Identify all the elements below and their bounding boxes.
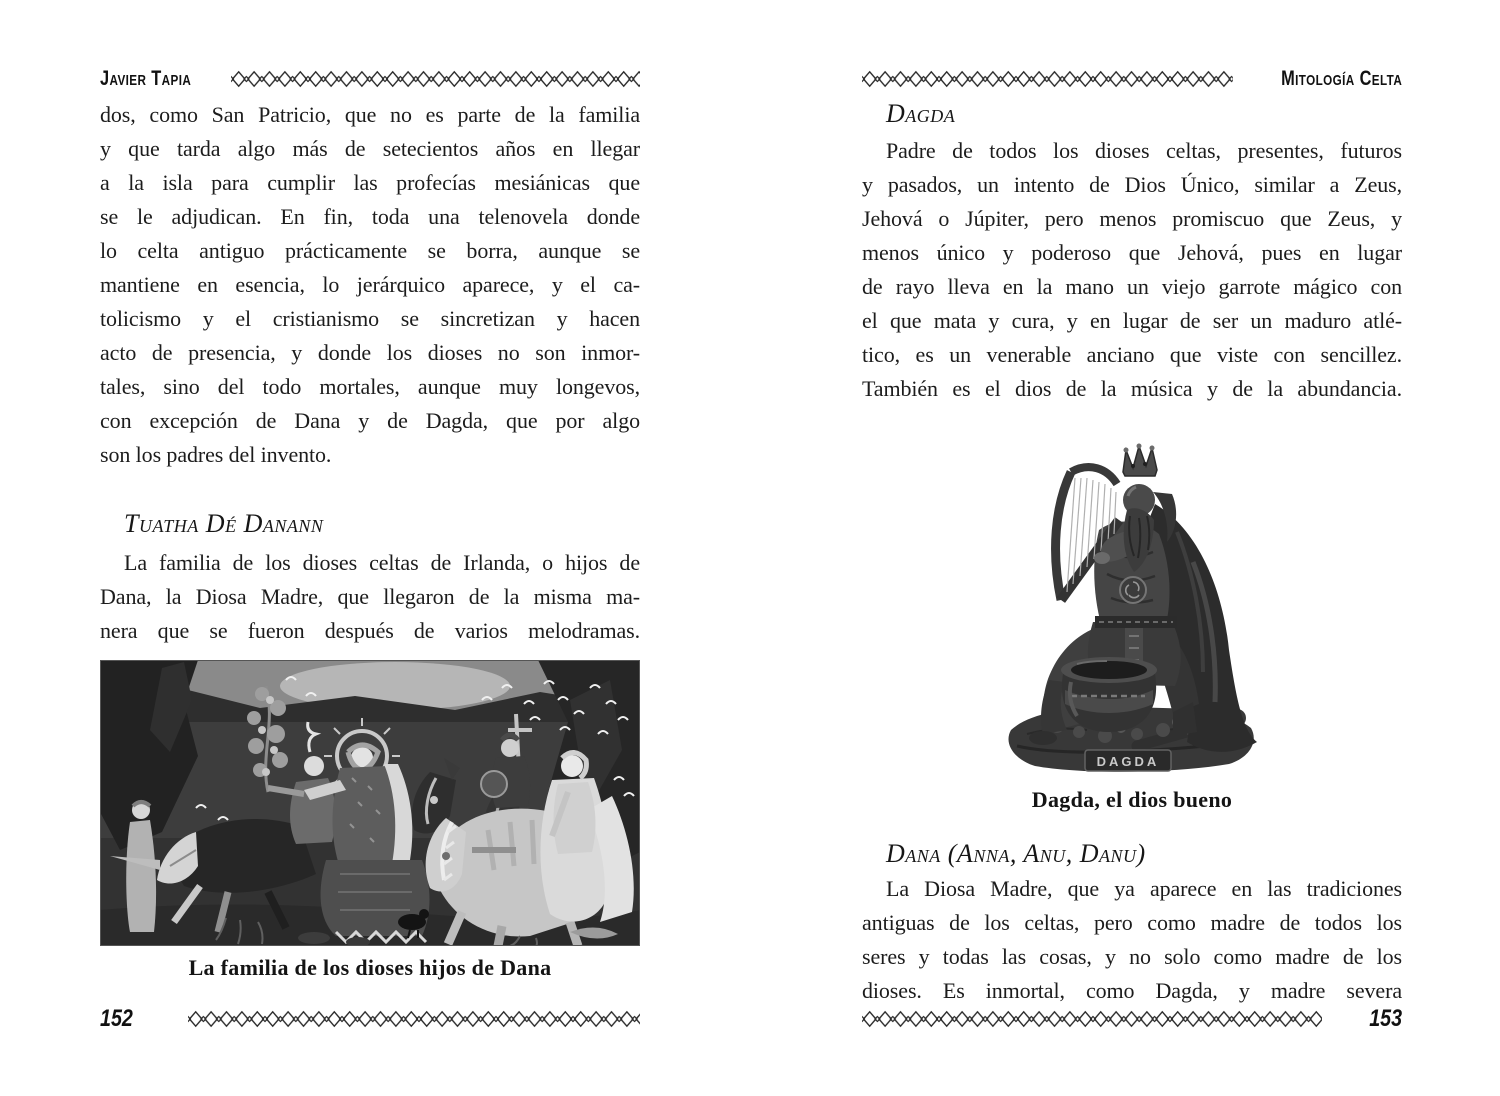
- right-running-foot: [862, 1006, 1402, 1032]
- text-line: con excepción de Dana y de Dagda, que por algo: [100, 408, 640, 433]
- text-line: También es el dios de la música y de la abundancia.: [862, 376, 1402, 401]
- left-running-head: [100, 66, 640, 92]
- text-line: a la isla para cumplir las profecías mesiánicas que: [100, 170, 640, 195]
- text-line: mantiene en esencia, lo jerárquico aparece, y el ca-: [100, 272, 640, 297]
- diamond-chain-ornament: [188, 1006, 640, 1032]
- text-line: La Diosa Madre, que ya aparece en las tradiciones: [886, 876, 1402, 901]
- text-line: de rayo lleva en la mano un viejo garrote mágico con: [862, 274, 1402, 299]
- section-heading-tuatha: Tuatha Dé Danann: [124, 509, 324, 538]
- text-line: y pasados, un intento de Dios Único, similar a Zeus,: [862, 172, 1402, 197]
- page-number-left: 152: [100, 1005, 133, 1032]
- text-line: tales, sino del todo mortales, aunque muy longevos,: [100, 374, 640, 399]
- text-line: el que mata y cura, y en lugar de ser un maduro atlé-: [862, 308, 1402, 333]
- painting-caption: La familia de los dioses hijos de Dana: [188, 955, 552, 980]
- page-number-right: 153: [1369, 1005, 1402, 1032]
- riders-of-the-sidhe-painting: [100, 660, 640, 946]
- text-line: tolicismo y el cristianismo se sincretizan y hacen: [100, 306, 640, 331]
- text-line: antiguas de los celtas, pero como madre de todos los: [862, 910, 1402, 935]
- figure-dagda-statue: [862, 412, 1402, 813]
- section-heading-dana: Dana (Anna, Anu, Danu): [886, 839, 1146, 868]
- diamond-chain-ornament: [231, 66, 640, 92]
- text-line: lo celta antiguo prácticamente se borra, aunque se: [100, 238, 640, 263]
- text-line: dioses. Es inmortal, como Dagda, y madre severa: [862, 978, 1402, 1003]
- body-paragraph-continuation: [100, 98, 640, 472]
- text-line: Dana, la Diosa Madre, que llegaron de la misma ma-: [100, 584, 640, 609]
- text-line: se le adjudican. En fin, toda una telenovela donde: [100, 204, 640, 229]
- text-line: seres y todas las cosas, y no solo como madre de los: [862, 944, 1402, 969]
- author-name: Javier Tapia: [100, 67, 192, 90]
- left-running-foot: [100, 1006, 640, 1032]
- page-left: [100, 0, 640, 1096]
- text-line: La familia de los dioses celtas de Irlanda, o hijos de: [124, 550, 640, 575]
- body-paragraph-dana: [862, 872, 1402, 1008]
- text-line: acto de presencia, y donde los dioses no son inmor-: [100, 340, 640, 365]
- book-title: Mitología Celta: [1280, 67, 1402, 90]
- text-line: tico, es un venerable anciano que viste con sencillez.: [862, 342, 1402, 367]
- statue-plaque-text: DAGDA: [1096, 754, 1160, 769]
- right-running-head: [862, 66, 1402, 92]
- dagda-statue-photo: [987, 412, 1277, 778]
- figure-riders-painting: [100, 660, 640, 981]
- text-line: Padre de todos los dioses celtas, presentes, futuros: [886, 138, 1402, 163]
- statue-caption: Dagda, el dios bueno: [1031, 787, 1233, 812]
- text-line: son los padres del invento.: [100, 442, 332, 467]
- text-line: menos único y poderoso que Jehová, pues en lugar: [862, 240, 1402, 265]
- body-paragraph-dagda: [862, 134, 1402, 406]
- page-right: [862, 0, 1402, 1096]
- text-line: y que tarda algo más de setecientos años en llegar: [100, 136, 640, 161]
- text-line: dos, como San Patricio, que no es parte de la familia: [100, 102, 640, 127]
- diamond-chain-ornament: [862, 1006, 1322, 1032]
- text-line: Jehová o Júpiter, pero menos promiscuo que Zeus, y: [862, 206, 1402, 231]
- body-paragraph-tuatha: [100, 546, 640, 648]
- section-heading-dagda: Dagda: [886, 99, 956, 128]
- diamond-chain-ornament: [862, 66, 1233, 92]
- text-line: nera que se fueron después de varios melodramas.: [100, 618, 640, 643]
